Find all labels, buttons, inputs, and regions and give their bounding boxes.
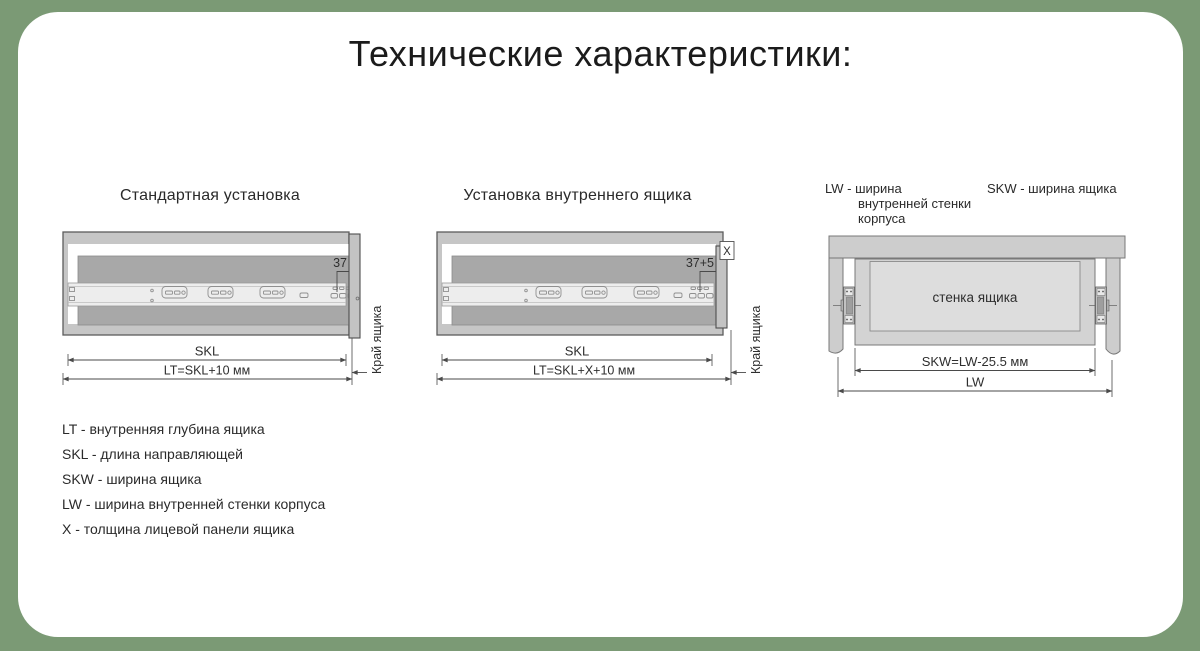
- lw-definition-line3: корпуса: [858, 211, 906, 226]
- drawer-edge-label: Край ящика: [370, 305, 384, 374]
- slide-rail: [68, 283, 355, 306]
- legend-item-lw: LW - ширина внутренней стенки корпуса: [62, 496, 326, 512]
- lw-definition-line1: LW - ширина: [825, 181, 902, 196]
- diagram1-heading: Стандартная установка: [120, 187, 300, 204]
- diagram-width-scheme: [815, 228, 1150, 408]
- diagram-internal-drawer: [425, 225, 775, 405]
- dim-skw-label: SKW=LW-25.5 мм: [921, 354, 1029, 369]
- dim-37-label: 37: [333, 256, 347, 270]
- legend-item-skw: SKW - ширина ящика: [62, 471, 202, 487]
- legend-item-lt: LT - внутренняя глубина ящика: [62, 421, 265, 437]
- legend: [62, 417, 325, 542]
- dim-lt-label: LT=SKL+10 мм: [163, 363, 251, 378]
- drawer-front-edge-bar: [349, 234, 360, 338]
- legend-item-x: X - толщина лицевой панели ящика: [62, 521, 295, 537]
- diagram2-heading: Установка внутреннего ящика: [463, 187, 692, 204]
- dim-37-5-label: 37+5: [685, 256, 714, 270]
- dim-lt-label: LT=SKL+X+10 мм: [532, 363, 636, 378]
- dim-skl-label: SKL: [564, 343, 590, 359]
- drawer-wall-label: стенка ящика: [932, 290, 1018, 305]
- dim-lw-label: LW: [965, 374, 985, 390]
- diagram-standard-installation: [50, 225, 395, 405]
- skw-definition-label: SKW - ширина ящика: [987, 181, 1117, 196]
- slide-rail: [442, 283, 714, 306]
- page-title: Технические характеристики:: [348, 33, 853, 74]
- drawer-edge-label: Край ящика: [749, 305, 763, 374]
- lw-definition-line2: внутренней стенки: [858, 196, 972, 211]
- lw-definition-label: [825, 181, 971, 226]
- dim-skl-label: SKL: [194, 343, 220, 359]
- dim-x-label: X: [723, 246, 731, 258]
- legend-item-skl: SKL - длина направляющей: [62, 446, 243, 462]
